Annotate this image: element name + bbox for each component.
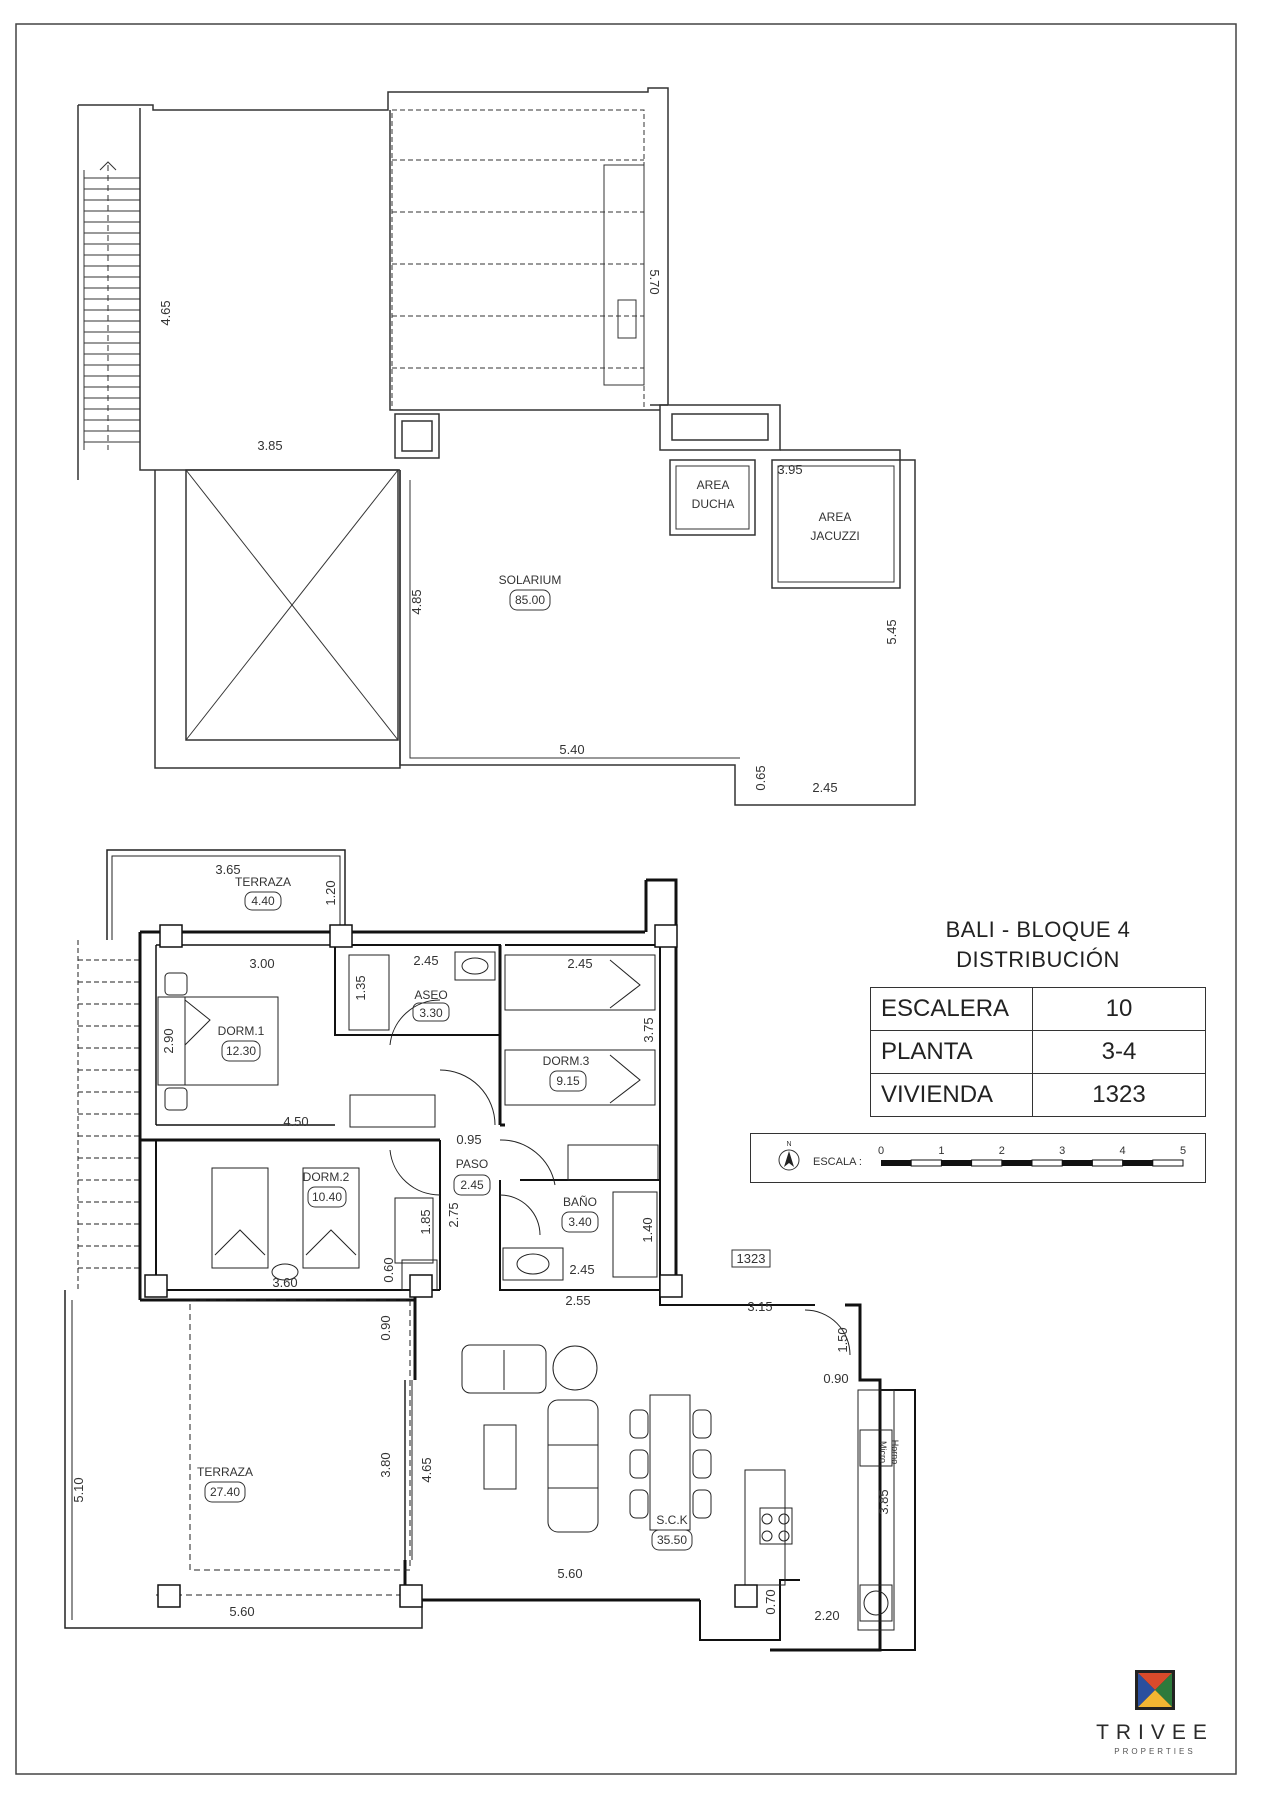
dimension-label: 2.45 <box>812 780 838 795</box>
room-area: 10.40 <box>311 1190 343 1204</box>
dimension-label: 5.60 <box>229 1604 255 1619</box>
dimension-label: 2.90 <box>161 1028 176 1054</box>
info-value: 1323 <box>1033 1074 1206 1117</box>
room-label: S.C.K <box>656 1513 688 1527</box>
info-value: 3-4 <box>1033 1031 1206 1074</box>
info-key: ESCALERA <box>871 988 1033 1031</box>
pergola <box>392 110 644 410</box>
dimension-label: 2.75 <box>446 1202 461 1228</box>
north-label: N <box>786 1141 792 1148</box>
dimension-label: 3.85 <box>876 1489 891 1515</box>
dimension-label: 5.10 <box>71 1477 86 1503</box>
bed-dorm1 <box>158 997 278 1085</box>
dimension-label: 5.70 <box>647 269 662 295</box>
room-area: 3.30 <box>419 1006 443 1020</box>
brand-subtitle: PROPERTIES <box>1114 1747 1196 1756</box>
table-row <box>871 988 1206 1031</box>
unit-tag: 1323 <box>736 1251 766 1266</box>
staircase <box>84 162 140 450</box>
area-jacuzzi-label-2: JACUZZI <box>810 529 860 543</box>
void-opening <box>155 470 400 768</box>
room-label: TERRAZA <box>234 875 292 889</box>
room-area: 4.40 <box>251 894 275 908</box>
scale-tick-label: 0 <box>877 1145 885 1157</box>
dimension-label: 4.85 <box>409 589 424 615</box>
dimension-label: 5.40 <box>559 742 585 757</box>
dimension-label: 1.20 <box>323 880 338 906</box>
dimension-label: 2.45 <box>413 953 439 968</box>
room-label: TERRAZA <box>196 1465 254 1479</box>
scale-bar <box>750 1133 1206 1183</box>
apartment-plan <box>65 850 915 1650</box>
north-arrow-icon <box>784 1151 794 1167</box>
dimension-label: 0.95 <box>456 1132 482 1147</box>
scale-segment <box>972 1160 1002 1166</box>
dimension-label: 1.85 <box>418 1209 433 1235</box>
dimension-label: 2.45 <box>569 1262 595 1277</box>
dimension-label: 4.65 <box>419 1457 434 1483</box>
dimension-label: 3.95 <box>777 462 803 477</box>
page-frame <box>16 24 1236 1774</box>
table-row <box>871 1074 1206 1117</box>
dimension-label: 0.65 <box>753 765 768 791</box>
terrace-bottom <box>65 1290 422 1628</box>
dimension-label: 3.00 <box>249 956 275 971</box>
room-label: PASO <box>455 1157 489 1171</box>
dimension-label: 3.85 <box>257 438 283 453</box>
scale-segment <box>941 1160 971 1166</box>
dimension-label: 3.65 <box>215 862 241 877</box>
jacuzzi-area <box>772 460 900 588</box>
dimension-label: 1.35 <box>353 975 368 1001</box>
scale-tick-label: 4 <box>1119 1145 1126 1157</box>
area-jacuzzi-label-1: AREA <box>818 510 852 524</box>
room-area: 12.30 <box>225 1044 257 1058</box>
dimension-label: 4.50 <box>283 1114 309 1129</box>
lower-staircase <box>78 940 140 1290</box>
info-key: PLANTA <box>871 1031 1033 1074</box>
scale-tick-label: 2 <box>998 1145 1005 1157</box>
brand-mark-icon <box>1135 1670 1175 1710</box>
scale-segment <box>881 1160 911 1166</box>
plan-subtitle: DISTRIBUCIÓN <box>956 947 1120 972</box>
scale-segment <box>1092 1160 1122 1166</box>
room-label: DORM.1 <box>217 1024 265 1038</box>
solarium-area: 85.00 <box>514 593 546 607</box>
dimension-label: 0.70 <box>763 1589 778 1615</box>
dimension-label: 0.60 <box>381 1257 396 1283</box>
room-area: 35.50 <box>656 1533 688 1547</box>
dimension-label: 1.40 <box>640 1217 655 1243</box>
title-block <box>870 915 1206 1117</box>
solarium-labels <box>158 269 899 795</box>
walls <box>140 880 915 1650</box>
scale-segment <box>1062 1160 1092 1166</box>
scale-segment <box>911 1160 941 1166</box>
room-area: 2.45 <box>460 1178 484 1192</box>
dimension-label: 3.75 <box>641 1017 656 1043</box>
solarium-plan <box>78 88 915 805</box>
room-area: 3.40 <box>568 1215 592 1229</box>
dimension-label: 0.90 <box>378 1315 393 1341</box>
scale-segment <box>1153 1160 1183 1166</box>
area-ducha-label-1: AREA <box>696 478 730 492</box>
dimension-label: 2.20 <box>814 1608 840 1623</box>
dimension-label: 0.90 <box>823 1371 849 1386</box>
dimension-label: 1.50 <box>835 1327 850 1353</box>
dimension-label: 5.60 <box>557 1566 583 1581</box>
apartment-labels <box>71 862 900 1623</box>
dimension-label: 2.45 <box>567 956 593 971</box>
plan-title: BALI - BLOQUE 4 <box>945 917 1131 942</box>
brand-logo <box>1060 1670 1250 1756</box>
appliance-label: Horno <box>890 1439 900 1465</box>
table-row <box>871 1031 1206 1074</box>
brand-name: TRIVEE <box>1096 1721 1214 1744</box>
dimension-label: 4.65 <box>158 300 173 326</box>
scale-ticks <box>878 1145 1186 1166</box>
scale-segment <box>1002 1160 1032 1166</box>
dimension-label: 3.60 <box>272 1275 298 1290</box>
area-ducha-label-2: DUCHA <box>691 497 735 511</box>
scale-tick-label: 5 <box>1179 1145 1187 1157</box>
room-area: 27.40 <box>209 1485 241 1499</box>
room-label: ASEO <box>414 988 448 1002</box>
dimension-label: 5.45 <box>884 619 899 645</box>
scale-label: ESCALA : <box>813 1156 862 1168</box>
solarium-label: SOLARIUM <box>498 573 562 587</box>
dimension-label: 3.15 <box>747 1299 773 1314</box>
info-table <box>870 987 1206 1117</box>
dimension-label: 3.80 <box>378 1452 393 1478</box>
room-label: BAÑO <box>562 1195 598 1209</box>
dimension-label: 2.55 <box>565 1293 591 1308</box>
room-area: 9.15 <box>556 1074 580 1088</box>
room-label: DORM.3 <box>542 1054 590 1068</box>
room-label: DORM.2 <box>302 1170 350 1184</box>
scale-tick-label: 1 <box>938 1145 945 1157</box>
appliance-label: Micro <box>878 1441 888 1463</box>
info-value: 10 <box>1033 988 1206 1031</box>
scale-segment <box>1032 1160 1062 1166</box>
scale-tick-label: 3 <box>1059 1145 1066 1157</box>
scale-graphic <box>751 1134 1207 1184</box>
info-key: VIVIENDA <box>871 1074 1033 1117</box>
scale-segment <box>1123 1160 1153 1166</box>
